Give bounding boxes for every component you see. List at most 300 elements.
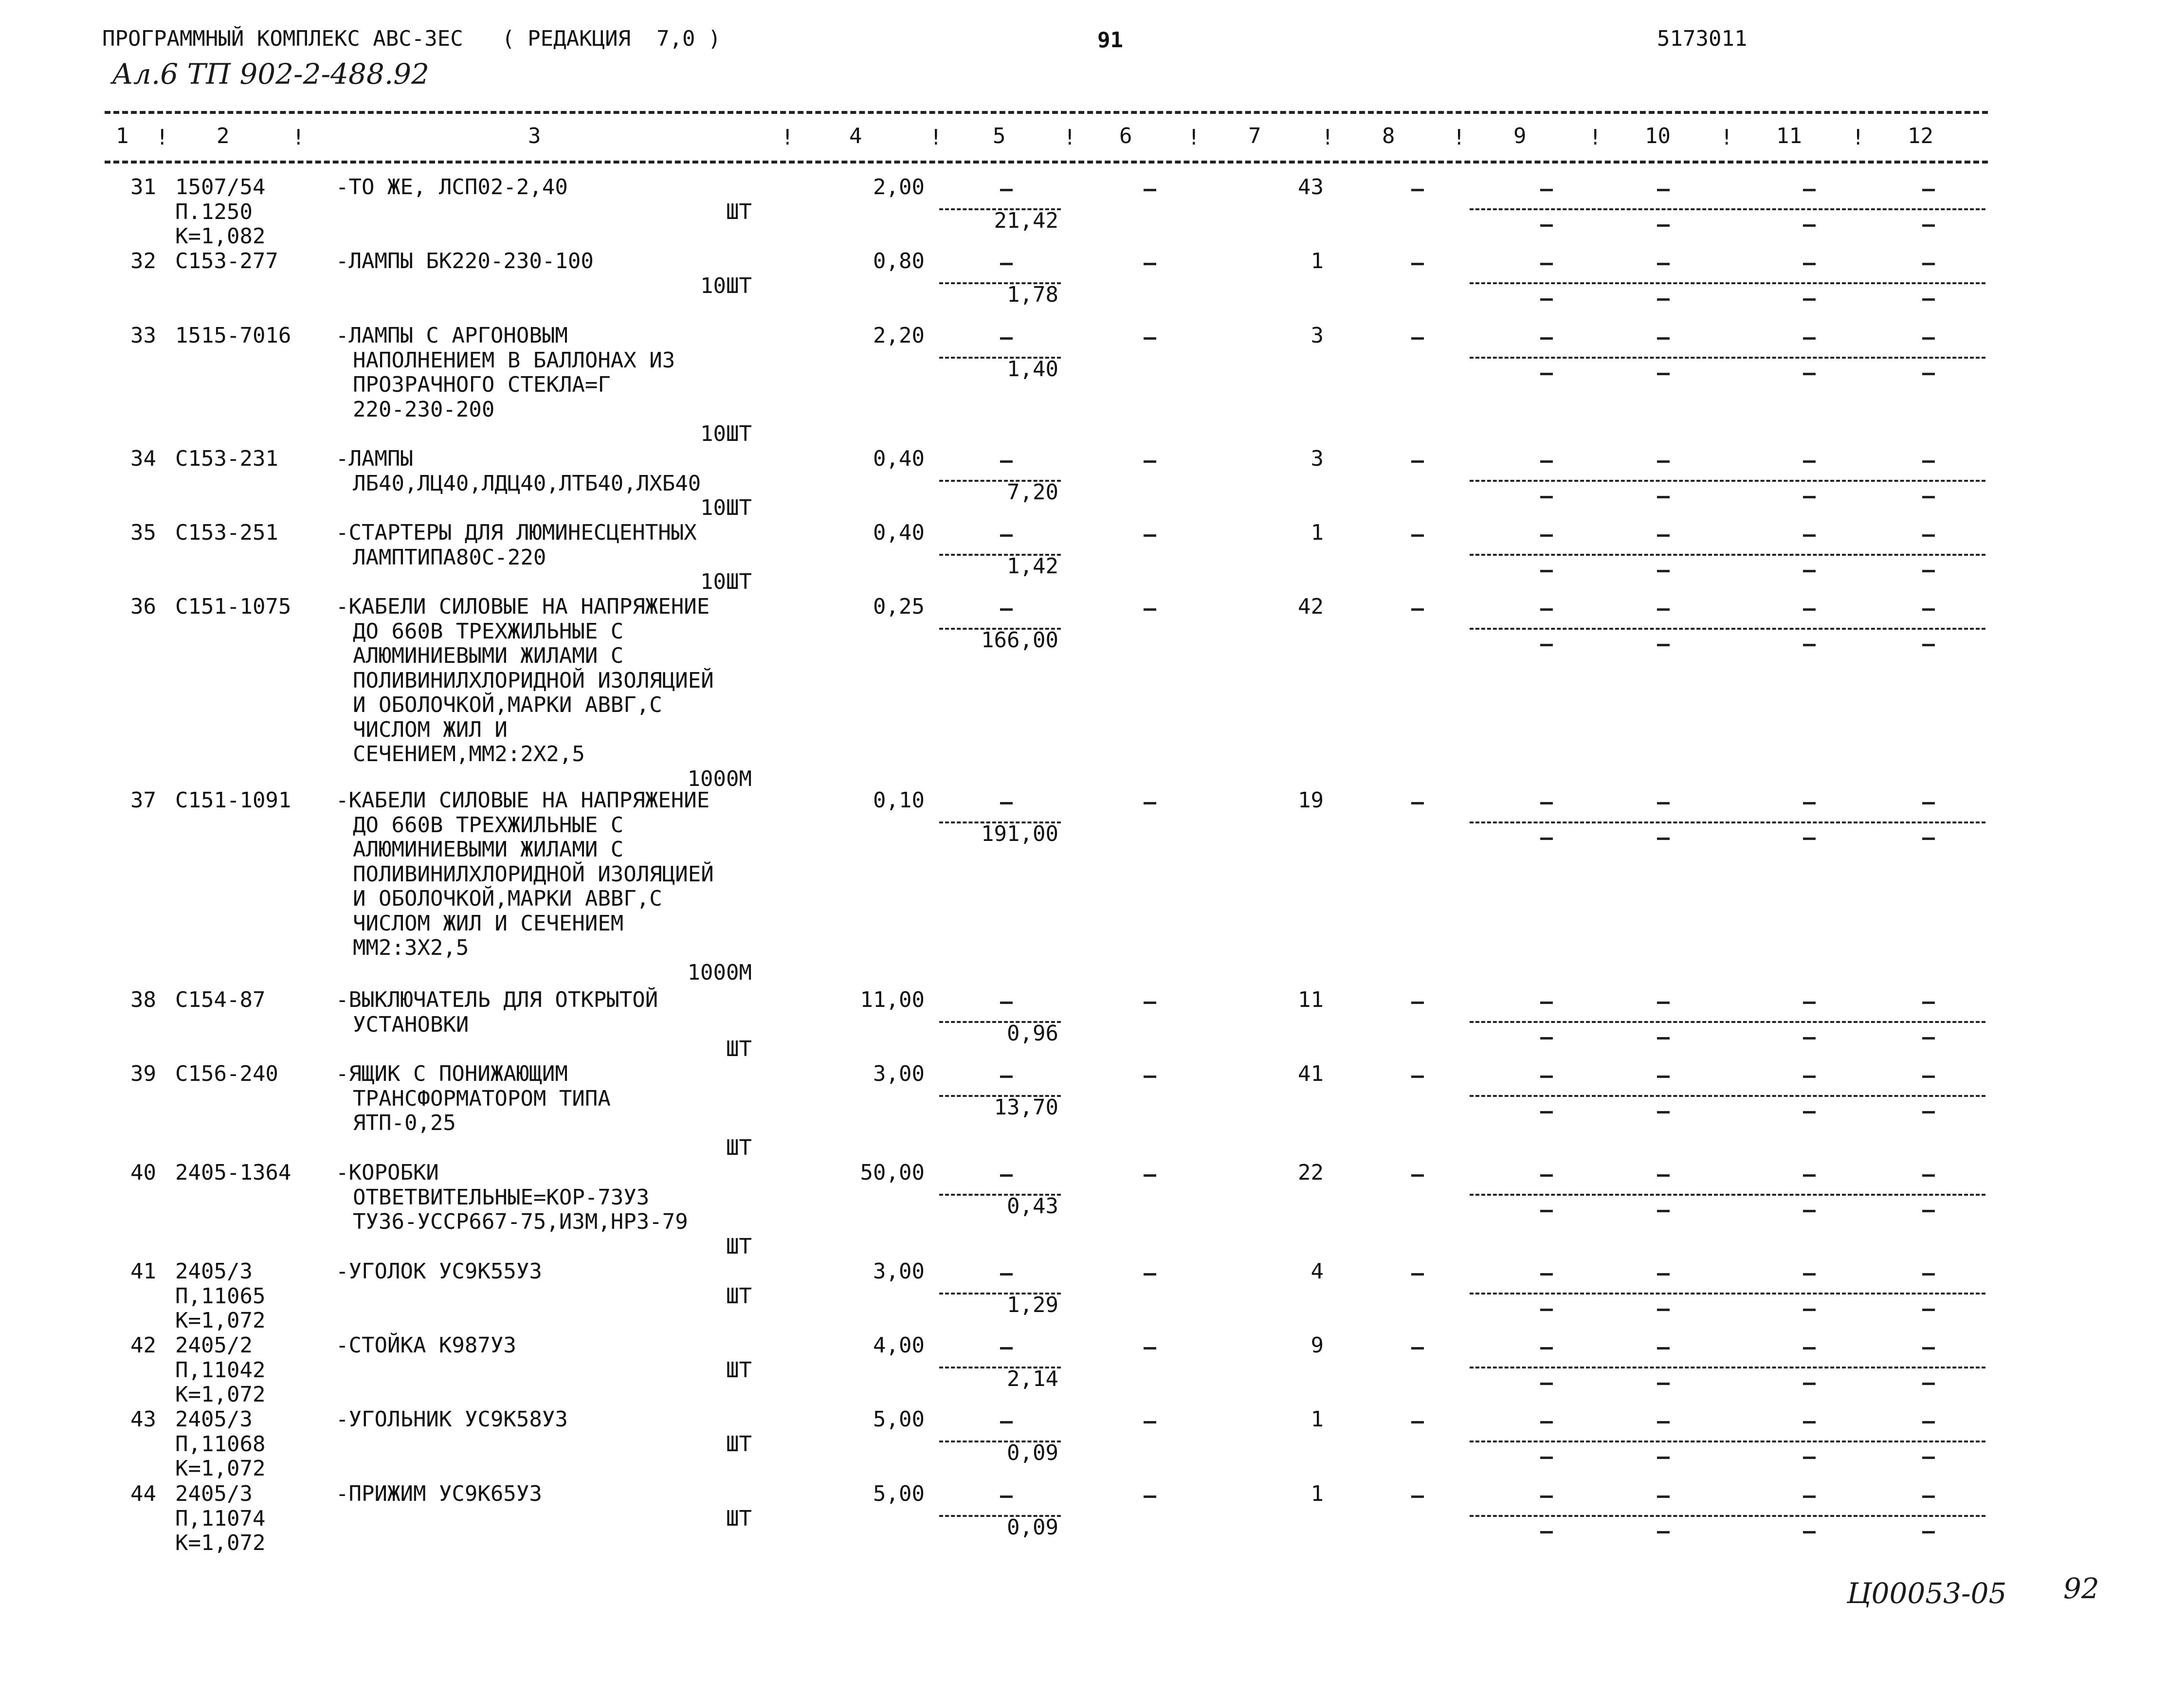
c10-dash-top xyxy=(1657,1174,1670,1177)
c9-dash-top xyxy=(1540,263,1553,265)
row-code-line: 1515-7016 xyxy=(175,323,291,348)
c9-dash-top xyxy=(1540,1174,1553,1177)
column-separator: ! xyxy=(1720,125,1733,150)
row-price: 1,40 xyxy=(1007,356,1058,382)
row-code-column-7: 9 xyxy=(1310,1333,1324,1358)
c11-dash-top xyxy=(1803,189,1816,191)
c11-dash-bottom xyxy=(1803,1309,1816,1311)
col8-dash xyxy=(1411,1495,1424,1498)
row-price: 166,00 xyxy=(981,627,1058,653)
right-columns-fraction-line xyxy=(1470,1095,1985,1097)
right-columns-fraction-line xyxy=(1470,1194,1985,1196)
row-code-line: 1507/54 xyxy=(175,175,266,200)
col5-dash xyxy=(1000,608,1013,611)
c9-dash-top xyxy=(1540,189,1553,191)
col6-dash xyxy=(1144,1273,1156,1276)
c11-dash-top xyxy=(1803,337,1816,340)
row-code-line: С151-1075 xyxy=(175,594,291,619)
row-number: 36 xyxy=(130,594,156,619)
row-description-line: И ОБОЛОЧКОЙ,МАРКИ АВВГ,С xyxy=(353,886,662,911)
c10-dash-top xyxy=(1657,1273,1670,1276)
row-code-line: К=1,072 xyxy=(175,1308,266,1333)
row-quantity: 4,00 xyxy=(873,1333,925,1358)
right-columns-fraction-line xyxy=(1470,208,1985,210)
c12-dash-bottom xyxy=(1922,1457,1935,1459)
row-code-line: 2405/3 xyxy=(175,1481,253,1506)
header-program-title: ПРОГРАММНЫЙ КОМПЛЕКС АВС-ЗЕС ( РЕДАКЦИЯ 7,0 ) xyxy=(102,26,721,51)
col5-dash xyxy=(1000,460,1013,463)
c12-dash-bottom xyxy=(1922,298,1935,301)
c9-dash-bottom xyxy=(1540,1210,1553,1212)
col8-dash xyxy=(1411,802,1424,804)
c9-dash-top xyxy=(1540,1273,1553,1276)
row-code-column-7: 22 xyxy=(1298,1160,1324,1185)
row-unit: ШТ xyxy=(726,1431,752,1457)
c11-dash-bottom xyxy=(1803,224,1816,227)
c9-dash-top xyxy=(1540,1002,1553,1004)
column-header-11: 11 xyxy=(1776,124,1802,148)
row-quantity: 11,00 xyxy=(860,987,925,1012)
row-code-line: С153-251 xyxy=(175,520,278,545)
right-columns-fraction-line xyxy=(1470,1367,1985,1368)
c10-dash-bottom xyxy=(1657,373,1670,375)
column-header-2: 2 xyxy=(217,124,230,148)
footer-stamp: Ц00053-05 xyxy=(1847,1577,2007,1610)
c10-dash-top xyxy=(1657,534,1670,537)
column-separator: ! xyxy=(929,125,943,150)
column-separator: ! xyxy=(1063,125,1076,150)
col8-dash xyxy=(1411,337,1424,340)
c12-dash-bottom xyxy=(1922,224,1935,227)
c11-dash-bottom xyxy=(1803,838,1816,840)
c10-dash-bottom xyxy=(1657,1531,1670,1533)
row-number: 37 xyxy=(130,788,156,813)
c11-dash-top xyxy=(1803,263,1816,265)
right-columns-fraction-line xyxy=(1470,357,1985,359)
row-description-line: ПОЛИВИНИЛХЛОРИДНОЙ ИЗОЛЯЦИЕЙ xyxy=(353,668,714,693)
row-price: 0,09 xyxy=(1007,1440,1058,1465)
c11-dash-bottom xyxy=(1803,644,1816,646)
c9-dash-bottom xyxy=(1540,1457,1553,1459)
c11-dash-top xyxy=(1803,1174,1816,1177)
table-top-rule xyxy=(105,111,1988,114)
row-code-column-7: 3 xyxy=(1310,323,1324,348)
col5-dash xyxy=(1000,1495,1013,1498)
row-quantity: 3,00 xyxy=(873,1061,925,1086)
row-quantity: 5,00 xyxy=(873,1407,925,1432)
c10-dash-bottom xyxy=(1657,1210,1670,1212)
column-header-3: 3 xyxy=(528,124,541,148)
c12-dash-top xyxy=(1922,460,1935,463)
row-price: 191,00 xyxy=(981,821,1058,846)
row-description-line: -КАБЕЛИ СИЛОВЫЕ НА НАПРЯЖЕНИЕ xyxy=(336,594,710,619)
column-separator: ! xyxy=(156,125,169,150)
c12-dash-bottom xyxy=(1922,570,1935,572)
c9-dash-bottom xyxy=(1540,570,1553,572)
row-description-line: ТУ36-УССР667-75,ИЗМ,НР3-79 xyxy=(353,1209,688,1234)
row-quantity: 0,40 xyxy=(873,446,925,471)
c10-dash-top xyxy=(1657,337,1670,340)
row-code-line: П,11074 xyxy=(175,1506,266,1531)
row-code-column-7: 3 xyxy=(1310,446,1324,471)
c12-dash-bottom xyxy=(1922,496,1935,498)
c11-dash-bottom xyxy=(1803,1111,1816,1113)
c10-dash-bottom xyxy=(1657,1383,1670,1385)
row-quantity: 0,25 xyxy=(873,594,925,619)
row-number: 34 xyxy=(130,446,156,471)
c12-dash-top xyxy=(1922,1076,1935,1078)
row-unit: ШТ xyxy=(726,1234,752,1259)
row-number: 40 xyxy=(130,1160,156,1185)
row-unit: 10ШТ xyxy=(700,273,752,298)
col6-dash xyxy=(1144,608,1156,611)
c12-dash-top xyxy=(1922,263,1935,265)
c11-dash-top xyxy=(1803,1495,1816,1498)
row-unit: ШТ xyxy=(726,1135,752,1160)
c11-dash-top xyxy=(1803,1002,1816,1004)
row-description-line: ЯТП-0,25 xyxy=(353,1111,456,1135)
column-separator: ! xyxy=(1187,125,1201,150)
footer-page-number: 92 xyxy=(2063,1572,2099,1605)
row-description-line: -ЛАМПЫ БК220-230-100 xyxy=(336,249,594,274)
c12-dash-bottom xyxy=(1922,644,1935,646)
c11-dash-top xyxy=(1803,608,1816,611)
col8-dash xyxy=(1411,1174,1424,1177)
row-description-line: -СТАРТЕРЫ ДЛЯ ЛЮМИНЕСЦЕНТНЫХ xyxy=(336,520,697,545)
c12-dash-top xyxy=(1922,1495,1935,1498)
row-number: 44 xyxy=(130,1481,156,1506)
header-document-code: 5173011 xyxy=(1657,26,1747,51)
c12-dash-bottom xyxy=(1922,1531,1935,1533)
row-code-line: С153-231 xyxy=(175,446,278,471)
table-header-rule xyxy=(105,161,1988,164)
c12-dash-top xyxy=(1922,1174,1935,1177)
row-number: 42 xyxy=(130,1333,156,1358)
col5-dash xyxy=(1000,337,1013,340)
row-code-line: 2405/3 xyxy=(175,1259,253,1284)
row-description-line: -УГОЛОК УС9К55У3 xyxy=(336,1259,542,1284)
row-unit: ШТ xyxy=(726,1037,752,1061)
row-description-line: ДО 660В ТРЕХЖИЛЬНЫЕ С xyxy=(353,812,624,838)
row-unit: 1000М xyxy=(687,766,752,791)
c10-dash-top xyxy=(1657,1495,1670,1498)
c12-dash-top xyxy=(1922,534,1935,537)
row-number: 39 xyxy=(130,1061,156,1086)
row-description-line: 220-230-200 xyxy=(353,397,495,422)
column-separator: ! xyxy=(1589,125,1602,150)
c9-dash-top xyxy=(1540,1076,1553,1078)
c9-dash-bottom xyxy=(1540,298,1553,301)
col5-dash xyxy=(1000,534,1013,537)
col8-dash xyxy=(1411,263,1424,265)
row-description-line: -ПРИЖИМ УС9К65У3 xyxy=(336,1481,542,1506)
c12-dash-top xyxy=(1922,337,1935,340)
c12-dash-bottom xyxy=(1922,1111,1935,1113)
row-number: 43 xyxy=(130,1407,156,1432)
c12-dash-bottom xyxy=(1922,1210,1935,1212)
row-description-line: -УГОЛЬНИК УС9К58У3 xyxy=(336,1407,568,1432)
row-code-line: 2405-1364 xyxy=(175,1160,291,1185)
right-columns-fraction-line xyxy=(1470,1021,1985,1023)
row-code-line: К=1,072 xyxy=(175,1531,266,1555)
row-description-line: -СТОЙКА К987У3 xyxy=(336,1333,516,1358)
row-description-line: -ЯЩИК С ПОНИЖАЮЩИМ xyxy=(336,1061,568,1086)
row-description-line: ПОЛИВИНИЛХЛОРИДНОЙ ИЗОЛЯЦИЕЙ xyxy=(353,861,714,887)
col6-dash xyxy=(1144,337,1156,340)
row-unit: ШТ xyxy=(726,1506,752,1531)
row-price: 1,78 xyxy=(1007,282,1058,307)
c9-dash-top xyxy=(1540,802,1553,804)
col6-dash xyxy=(1144,263,1156,265)
row-description-line: ПРОЗРАЧНОГО СТЕКЛА=Г xyxy=(353,372,611,397)
col5-dash xyxy=(1000,1002,1013,1004)
c10-dash-bottom xyxy=(1657,644,1670,646)
c12-dash-top xyxy=(1922,1347,1935,1350)
c9-dash-top xyxy=(1540,1421,1553,1423)
col6-dash xyxy=(1144,1174,1156,1177)
col8-dash xyxy=(1411,460,1424,463)
c9-dash-bottom xyxy=(1540,838,1553,840)
row-description-line: -ЛАМПЫ xyxy=(336,446,413,471)
row-description-line: -ВЫКЛЮЧАТЕЛЬ ДЛЯ ОТКРЫТОЙ xyxy=(336,987,658,1012)
row-description-line: ОТВЕТВИТЕЛЬНЫЕ=КОР-73У3 xyxy=(353,1185,650,1210)
col5-dash xyxy=(1000,1273,1013,1276)
col6-dash xyxy=(1144,460,1156,463)
c11-dash-top xyxy=(1803,1273,1816,1276)
c11-dash-top xyxy=(1803,1347,1816,1350)
col6-dash xyxy=(1144,1347,1156,1350)
c10-dash-top xyxy=(1657,189,1670,191)
c10-dash-bottom xyxy=(1657,1457,1670,1459)
col8-dash xyxy=(1411,1273,1424,1276)
c11-dash-bottom xyxy=(1803,1383,1816,1385)
row-description-line: ЛБ40,ЛЦ40,ЛДЦ40,ЛТБ40,ЛХБ40 xyxy=(353,471,701,496)
row-price: 0,96 xyxy=(1007,1021,1058,1046)
handwritten-project-ref: Ал.6 ТП 902-2-488.92 xyxy=(112,57,430,91)
c9-dash-top xyxy=(1540,1495,1553,1498)
row-code-column-7: 1 xyxy=(1310,520,1324,545)
c12-dash-top xyxy=(1922,1273,1935,1276)
right-columns-fraction-line xyxy=(1470,1293,1985,1295)
row-quantity: 50,00 xyxy=(860,1160,925,1185)
c10-dash-top xyxy=(1657,1076,1670,1078)
column-separator: ! xyxy=(292,125,305,150)
column-header-1: 1 xyxy=(116,124,129,148)
row-code-line: С153-277 xyxy=(175,249,278,274)
row-description-line: -КОРОБКИ xyxy=(336,1160,439,1185)
col8-dash xyxy=(1411,1421,1424,1423)
row-quantity: 0,10 xyxy=(873,788,925,813)
right-columns-fraction-line xyxy=(1470,628,1985,630)
c10-dash-bottom xyxy=(1657,224,1670,227)
row-code-column-7: 1 xyxy=(1310,1407,1324,1432)
column-separator: ! xyxy=(1321,125,1334,150)
row-description-line: ЧИСЛОМ ЖИЛ И xyxy=(353,717,508,742)
c10-dash-bottom xyxy=(1657,1309,1670,1311)
row-unit: ШТ xyxy=(726,1357,752,1383)
row-unit: ШТ xyxy=(726,199,752,224)
row-number: 32 xyxy=(130,249,156,274)
col6-dash xyxy=(1144,1421,1156,1423)
col5-dash xyxy=(1000,189,1013,191)
c11-dash-bottom xyxy=(1803,1457,1816,1459)
column-header-6: 6 xyxy=(1119,124,1132,148)
row-code-line: П.1250 xyxy=(175,199,253,224)
col8-dash xyxy=(1411,1076,1424,1078)
c10-dash-top xyxy=(1657,460,1670,463)
row-description-line: СЕЧЕНИЕМ,ММ2:2Х2,5 xyxy=(353,742,585,766)
row-quantity: 0,80 xyxy=(873,249,925,274)
row-code-column-7: 43 xyxy=(1298,175,1324,200)
c12-dash-bottom xyxy=(1922,1037,1935,1039)
right-columns-fraction-line xyxy=(1470,1515,1985,1517)
row-description-line: АЛЮМИНИЕВЫМИ ЖИЛАМИ С xyxy=(353,837,624,862)
col5-dash xyxy=(1000,1347,1013,1350)
row-code-column-7: 1 xyxy=(1310,1481,1324,1506)
column-header-9: 9 xyxy=(1513,124,1527,148)
c11-dash-top xyxy=(1803,534,1816,537)
col6-dash xyxy=(1144,1002,1156,1004)
c9-dash-bottom xyxy=(1540,1037,1553,1039)
row-unit: ШТ xyxy=(726,1283,752,1309)
c11-dash-top xyxy=(1803,460,1816,463)
row-number: 31 xyxy=(130,175,156,200)
row-quantity: 2,00 xyxy=(873,175,925,200)
row-description-line: ТРАНСФОРМАТОРОМ ТИПА xyxy=(353,1086,611,1111)
row-price: 2,14 xyxy=(1007,1366,1058,1391)
row-quantity: 2,20 xyxy=(873,323,925,348)
c11-dash-bottom xyxy=(1803,1210,1816,1212)
row-code-line: П,11065 xyxy=(175,1283,266,1309)
row-unit: 10ШТ xyxy=(700,569,752,594)
c11-dash-bottom xyxy=(1803,1037,1816,1039)
c9-dash-bottom xyxy=(1540,644,1553,646)
column-separator: ! xyxy=(1453,125,1466,150)
c11-dash-top xyxy=(1803,1076,1816,1078)
col6-dash xyxy=(1144,1495,1156,1498)
c11-dash-bottom xyxy=(1803,570,1816,572)
c9-dash-bottom xyxy=(1540,1531,1553,1533)
row-unit: 1000М xyxy=(687,960,752,985)
row-description-line: ЛАМПТИПА80С-220 xyxy=(353,545,546,570)
c10-dash-top xyxy=(1657,263,1670,265)
col6-dash xyxy=(1144,1076,1156,1078)
c10-dash-top xyxy=(1657,1002,1670,1004)
column-header-4: 4 xyxy=(849,124,862,148)
c12-dash-bottom xyxy=(1922,838,1935,840)
col6-dash xyxy=(1144,189,1156,191)
c10-dash-bottom xyxy=(1657,298,1670,301)
c10-dash-bottom xyxy=(1657,496,1670,498)
row-code-line: С154-87 xyxy=(175,987,266,1012)
c10-dash-top xyxy=(1657,802,1670,804)
row-code-line: К=1,082 xyxy=(175,224,266,249)
c9-dash-bottom xyxy=(1540,1111,1553,1113)
c9-dash-bottom xyxy=(1540,224,1553,227)
row-code-line: П,11042 xyxy=(175,1357,266,1383)
row-price: 1,42 xyxy=(1007,553,1058,579)
c12-dash-top xyxy=(1922,1002,1935,1004)
row-description-line: УСТАНОВКИ xyxy=(353,1012,469,1037)
c10-dash-top xyxy=(1657,1421,1670,1423)
row-number: 33 xyxy=(130,323,156,348)
row-code-line: 2405/3 xyxy=(175,1407,253,1432)
col5-dash xyxy=(1000,1076,1013,1078)
row-code-line: С151-1091 xyxy=(175,788,291,813)
row-description-line: НАПОЛНЕНИЕМ В БАЛЛОНАХ ИЗ xyxy=(353,347,675,373)
c10-dash-bottom xyxy=(1657,1111,1670,1113)
right-columns-fraction-line xyxy=(1470,821,1985,823)
row-code-column-7: 41 xyxy=(1298,1061,1324,1086)
row-code-line: 2405/2 xyxy=(175,1333,253,1358)
column-header-5: 5 xyxy=(993,124,1006,148)
c12-dash-bottom xyxy=(1922,1309,1935,1311)
row-unit: 10ШТ xyxy=(700,421,752,446)
row-price: 0,09 xyxy=(1007,1514,1058,1540)
c12-dash-top xyxy=(1922,1421,1935,1423)
row-description-line: ММ2:3Х2,5 xyxy=(353,935,469,960)
row-code-line: П,11068 xyxy=(175,1431,266,1457)
row-description-line: ЧИСЛОМ ЖИЛ И СЕЧЕНИЕМ xyxy=(353,911,624,936)
c9-dash-bottom xyxy=(1540,1383,1553,1385)
column-separator: ! xyxy=(1852,125,1865,150)
c9-dash-top xyxy=(1540,1347,1553,1350)
right-columns-fraction-line xyxy=(1470,282,1985,284)
row-description-line: -ТО ЖЕ, ЛСП02-2,40 xyxy=(336,175,568,200)
c9-dash-top xyxy=(1540,460,1553,463)
c10-dash-bottom xyxy=(1657,570,1670,572)
c11-dash-bottom xyxy=(1803,496,1816,498)
c11-dash-bottom xyxy=(1803,298,1816,301)
c10-dash-bottom xyxy=(1657,1037,1670,1039)
c10-dash-top xyxy=(1657,1347,1670,1350)
col8-dash xyxy=(1411,1347,1424,1350)
col8-dash xyxy=(1411,608,1424,611)
column-header-7: 7 xyxy=(1248,124,1261,148)
col8-dash xyxy=(1411,189,1424,191)
col6-dash xyxy=(1144,802,1156,804)
col8-dash xyxy=(1411,534,1424,537)
right-columns-fraction-line xyxy=(1470,480,1985,482)
row-description-line: -ЛАМПЫ С АРГОНОВЫМ xyxy=(336,323,568,348)
row-price: 21,42 xyxy=(994,208,1058,233)
right-columns-fraction-line xyxy=(1470,554,1985,556)
row-number: 41 xyxy=(130,1259,156,1284)
col5-dash xyxy=(1000,263,1013,265)
row-price: 1,29 xyxy=(1007,1292,1058,1317)
row-description-line: АЛЮМИНИЕВЫМИ ЖИЛАМИ С xyxy=(353,643,624,668)
row-code-line: К=1,072 xyxy=(175,1456,266,1481)
c11-dash-top xyxy=(1803,802,1816,804)
row-number: 35 xyxy=(130,520,156,545)
row-code-column-7: 1 xyxy=(1310,249,1324,274)
row-price: 7,20 xyxy=(1007,479,1058,505)
row-quantity: 3,00 xyxy=(873,1259,925,1284)
row-code-column-7: 4 xyxy=(1310,1259,1324,1284)
column-header-12: 12 xyxy=(1908,124,1933,148)
row-code-column-7: 11 xyxy=(1298,987,1324,1012)
c12-dash-top xyxy=(1922,802,1935,804)
row-code-column-7: 19 xyxy=(1298,788,1324,813)
col6-dash xyxy=(1144,534,1156,537)
row-unit: 10ШТ xyxy=(700,495,752,520)
c9-dash-bottom xyxy=(1540,373,1553,375)
row-code-column-7: 42 xyxy=(1298,594,1324,619)
c12-dash-bottom xyxy=(1922,1383,1935,1385)
col5-dash xyxy=(1000,802,1013,804)
row-code-line: К=1,072 xyxy=(175,1382,266,1407)
row-price: 13,70 xyxy=(994,1094,1058,1120)
